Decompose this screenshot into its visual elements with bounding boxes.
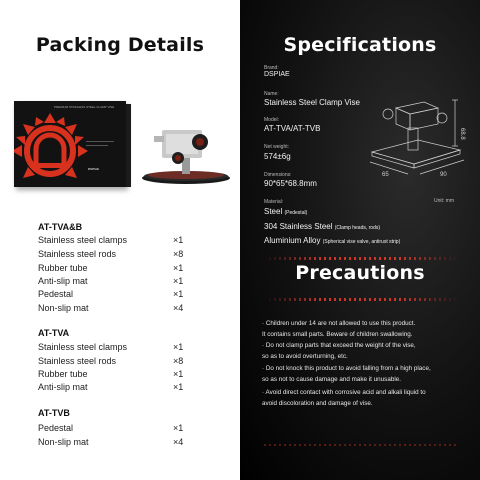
- group-title-tva: AT-TVA: [38, 328, 70, 338]
- box-brand-text: DSPIAE: [88, 167, 100, 171]
- packing-details-title: Packing Details: [35, 34, 205, 56]
- dim-height: 68.8: [459, 128, 465, 140]
- precautions-title: Precautions: [295, 262, 425, 284]
- dim-depth: 65: [382, 172, 389, 178]
- model-label: Model:: [264, 117, 280, 123]
- material-stainless: 304 Stainless Steel (Clamp heads, rods): [264, 222, 381, 231]
- weight-label: Net weight:: [264, 144, 290, 150]
- box-side: [126, 104, 131, 187]
- group-title-tva-b: AT-TVA&B: [38, 222, 83, 232]
- decorative-stripes-top: [264, 257, 458, 260]
- precaution-line: so as not to cause damage and make it unusable.: [262, 376, 401, 383]
- specifications-title: Specifications: [283, 34, 437, 56]
- name-label: Name:: [264, 91, 279, 97]
- weight-value: 574±6g: [264, 152, 291, 161]
- list-item: Anti-slip mat ×1: [38, 276, 184, 286]
- list-item: Stainless steel clamps ×1: [38, 235, 184, 245]
- dimensions-value: 90*65*68.8mm: [264, 179, 317, 188]
- precaution-line: · Do not clamp parts that exceed the weight of the vise,: [262, 342, 416, 349]
- material-steel: Steel (Pedestal): [264, 207, 308, 216]
- decorative-stripes-mid: [264, 298, 458, 301]
- list-item: Non-slip mat ×4: [38, 437, 184, 447]
- list-item: Pedestal ×1: [38, 289, 184, 299]
- list-item: Non-slip mat ×4: [38, 303, 184, 313]
- list-item: Stainless steel rods ×8: [38, 249, 184, 259]
- list-item: Stainless steel rods ×8: [38, 356, 184, 366]
- group-title-tvb: AT-TVB: [38, 408, 70, 418]
- precaution-line: so as to avoid overturning, etc.: [262, 353, 348, 360]
- list-item: Pedestal ×1: [38, 423, 184, 433]
- dim-width: 90: [440, 172, 447, 178]
- box-logo-graphic: [14, 101, 126, 187]
- name-value: Stainless Steel Clamp Vise: [264, 98, 360, 107]
- unit-label: Unit: mm: [434, 198, 454, 204]
- precaution-line: · Avoid direct contact with corrosive acid and alkali liquid to: [262, 389, 426, 396]
- list-item: Anti-slip mat ×1: [38, 382, 184, 392]
- vise-product-image: [140, 120, 232, 190]
- list-item: Stainless steel clamps ×1: [38, 342, 184, 352]
- vise-dimension-diagram: [360, 90, 475, 180]
- brand-label: Brand:: [264, 65, 279, 71]
- box-title-text: PREMIUM STAINLESS STEEL CLAMP VISE: [54, 105, 115, 109]
- precaution-line: · Children under 14 are not allowed to use this product.: [262, 320, 416, 327]
- brand-value: DSPIAE: [264, 71, 290, 78]
- model-value: AT-TVA/AT-TVB: [264, 124, 321, 133]
- list-item: Rubber tube ×1: [38, 369, 184, 379]
- dimensions-label: Dimensions:: [264, 172, 292, 178]
- precaution-line: avoid discoloration and damage of vise.: [262, 400, 373, 407]
- product-box-image: [14, 101, 126, 187]
- precaution-line: It contains small parts. Beware of children swallowing.: [262, 331, 413, 338]
- material-aluminium: Aluminium Alloy (Spherical vise valve, antirust strip): [264, 236, 401, 245]
- material-label: Material:: [264, 199, 284, 205]
- precaution-line: · Do not knock this product to avoid falling from a high place,: [262, 365, 431, 372]
- decorative-stripes-bottom: [264, 444, 458, 446]
- list-item: Rubber tube ×1: [38, 263, 184, 273]
